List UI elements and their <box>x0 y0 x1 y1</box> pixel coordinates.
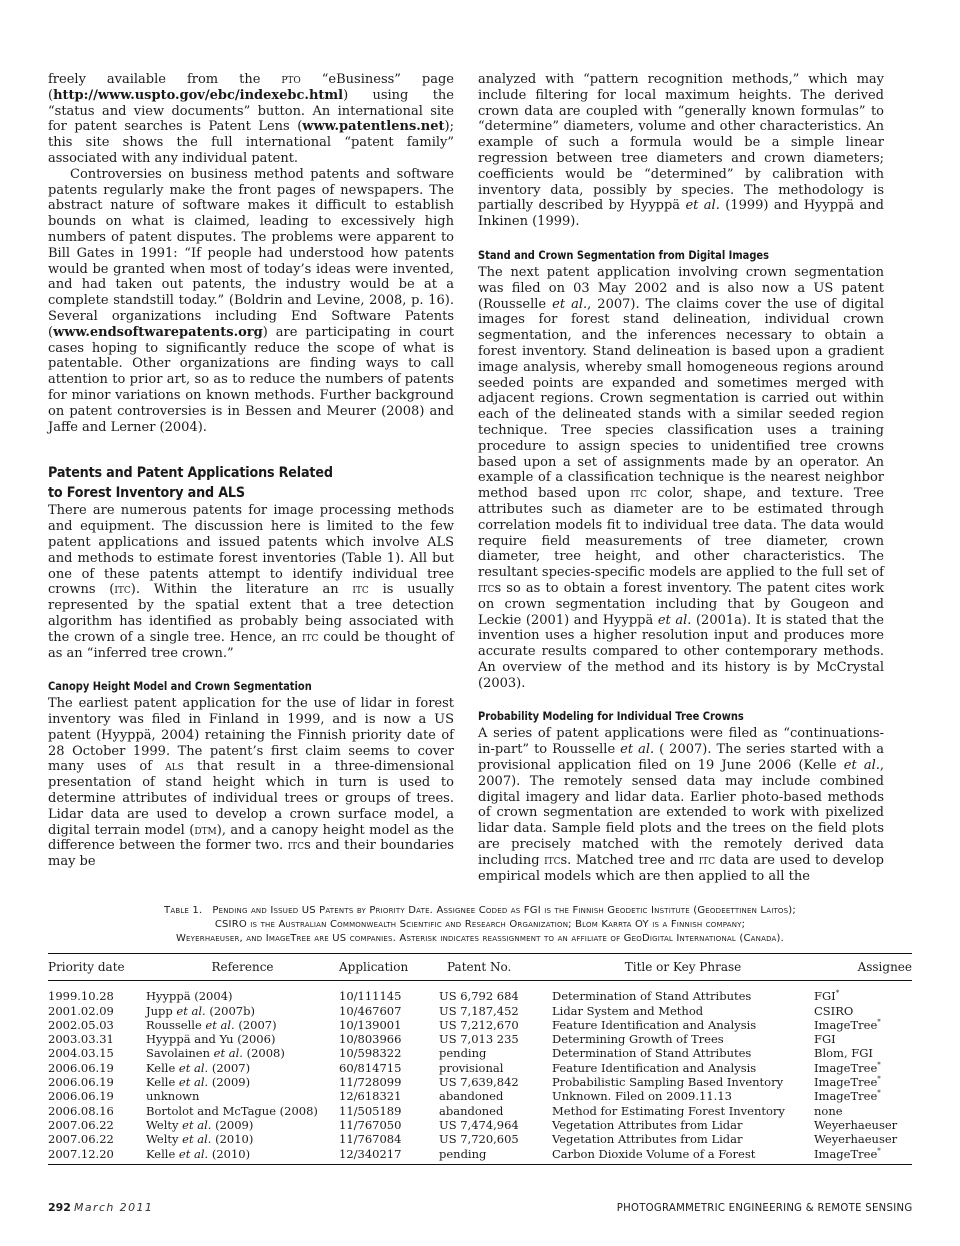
right-column <box>478 72 884 884</box>
subheading-canopy-height: Canopy Height Model and Crown Segmentation <box>48 679 312 694</box>
header-assignee: Assignee <box>857 960 912 974</box>
cell-priority-date: 2006.08.16 <box>48 1103 114 1118</box>
patent-table <box>48 953 912 1165</box>
cell-patent-no: US 6,792 684 <box>439 989 519 1004</box>
cell-reference: unknown <box>146 1089 200 1104</box>
cell-title: Vegetation Attributes from Lidar <box>552 1132 743 1147</box>
cell-title: Method for Estimating Forest Inventory <box>552 1103 785 1118</box>
cell-assignee: ImageTree* <box>814 1075 881 1090</box>
endsoftwarepatents-url[interactable]: www.endsoftwarepatents.org <box>53 324 263 340</box>
cell-reference: Welty et al. (2009) <box>146 1117 254 1132</box>
header-priority-date: Priority date <box>48 960 125 974</box>
cell-assignee: ImageTree* <box>814 1060 881 1075</box>
table-row <box>48 981 912 1004</box>
cell-title: Vegetation Attributes from Lidar <box>552 1117 743 1132</box>
cell-reference: Welty et al. (2010) <box>146 1132 254 1147</box>
cell-patent-no: pending <box>439 1046 487 1061</box>
journal-name: PHOTOGRAMMETRIC ENGINEERING & REMOTE SENSING <box>616 1201 912 1214</box>
cell-priority-date: 2007.06.22 <box>48 1117 114 1132</box>
cell-patent-no: US 7,639,842 <box>439 1075 519 1090</box>
cell-title: Determining Growth of Trees <box>552 1032 724 1047</box>
issue-date: March 2011 <box>74 1201 154 1214</box>
cell-assignee: Weyerhaeuser <box>814 1117 898 1132</box>
cell-patent-no: US 7,212,670 <box>439 1017 519 1032</box>
header-reference: Reference <box>211 960 274 974</box>
cell-title: Feature Identification and Analysis <box>552 1060 757 1075</box>
cell-title: Feature Identification and Analysis <box>552 1017 757 1032</box>
cell-priority-date: 2007.12.20 <box>48 1146 114 1161</box>
cell-application: 10/467607 <box>339 1003 402 1018</box>
cell-reference: Kelle et al. (2010) <box>146 1146 251 1161</box>
cell-priority-date: 2006.06.19 <box>48 1089 114 1104</box>
cell-assignee: ImageTree* <box>814 1146 881 1161</box>
cell-priority-date: 2001.02.09 <box>48 1003 114 1018</box>
table-row <box>48 1061 912 1075</box>
cell-priority-date: 2004.03.15 <box>48 1046 114 1061</box>
header-patent-no: Patent No. <box>447 960 512 974</box>
cell-assignee: FGI <box>814 1032 836 1047</box>
table-caption: Table 1. Pending and Issued US Patents by Priority Date. Assignee Coded as FGI is the Finnish Geodetic Institute (Geodeettinen Laitos); CSIRO is the Australian Commonwealth Scientific and Research Organization; Blom Karrta OY is a Finnish company; Weyerhaeuser, and ImageTree are US companies. Asterisk indicates reassignment to an affiliate of GeoDigital International (Canada). <box>164 905 796 944</box>
cell-reference: Hyyppä and Yu (2006) <box>146 1032 276 1047</box>
cell-patent-no: US 7,474,964 <box>439 1117 519 1132</box>
cell-application: 11/728099 <box>339 1075 402 1090</box>
table-row <box>48 1004 912 1018</box>
cell-application: 11/767050 <box>339 1117 402 1132</box>
cell-application: 10/139001 <box>339 1017 402 1032</box>
cell-patent-no: US 7,720,605 <box>439 1132 519 1147</box>
cell-priority-date: 2002.05.03 <box>48 1017 114 1032</box>
cell-title: Probabilistic Sampling Based Inventory <box>552 1075 784 1090</box>
left-paragraph-1: freely available from the pto “eBusiness” page (http://www.uspto.gov/ebc/indexebc.html) using the “status and view documents” button. An international site for patent searches is Patent Lens (www.patentlens.net); this site shows the full international “patent family” associated with any individual patent. <box>48 72 454 166</box>
cell-title: Unknown. Filed on 2009.11.13 <box>552 1089 732 1104</box>
cell-assignee: FGI* <box>814 989 840 1004</box>
table-header-row <box>48 954 912 981</box>
table-row <box>48 1089 912 1103</box>
header-title: Title or Key Phrase <box>624 960 742 974</box>
table-row <box>48 1046 912 1060</box>
right-paragraph-3: A series of patent applications were filed as “continuations-in-part” to Rousselle et al. ( 2007). The series started with a provisional application filed on 19 June 2006 (Kelle et al., 2007). The remotely sensed data may include combined digital imagery and lidar data. Earlier photo-based methods of crown segmentation are extended to work with pixelized lidar data. Sample field plots and the trees on the field plots are precisely matched with the remotely derived data including itcs. Matched tree and itc data are used to develop empirical models which are then applied to all the <box>478 726 885 884</box>
cell-patent-no: abandoned <box>439 1089 504 1104</box>
subheading-stand-crown: Stand and Crown Segmentation from Digital Images <box>478 247 770 262</box>
right-paragraph-2: The next patent application involving crown segmentation was filed on 03 May 2002 and is also now a US patent (Rousselle et al., 2007). The claims cover the use of digital images for forest stand delineation, individual crown segmentation, and the inferences necessary to obtain a forest inventory. Stand delineation is based upon a gradient image analysis, whereby small homogeneous regions around seeded points are expanded and sometimes merged with adjacent regions. Crown segmentation is carried out within each of the delineated stands with a similar seeded region technique. Tree species classification uses a training procedure to assign species to unidentified tree crowns based upon a set of assignments made by an operator. An example of a classification technique is the nearest neighbor method based upon itc color, shape, and texture. Tree attributes such as diameter are to be estimated through correlation models fit to individual tree data. The data would require field measurements of tree diameter, crown diameter, tree height, and other characteristics. The resultant species-specific models are applied to the full set of itcs so as to obtain a forest inventory. The patent cites work on crown segmentation including that by Gougeon and Leckie (2001) and Hyyppä et al. (2001a). It is stated that the invention uses a higher resolution input and produces more accurate results compared to other contemporary methods. An overview of the method and its history is by McCrystal (2003). <box>478 264 884 691</box>
cell-assignee: Blom, FGI <box>814 1046 873 1061</box>
cell-application: 12/618321 <box>339 1089 402 1104</box>
cell-assignee: CSIRO <box>814 1003 854 1018</box>
page-number: 292 <box>48 1201 71 1214</box>
cell-priority-date: 2003.03.31 <box>48 1032 114 1047</box>
cell-application: 60/814715 <box>339 1060 402 1075</box>
cell-reference: Kelle et al. (2009) <box>146 1075 251 1090</box>
cell-assignee: Weyerhaeuser <box>814 1132 898 1147</box>
table-row <box>48 1104 912 1118</box>
cell-patent-no: provisional <box>439 1060 504 1075</box>
cell-priority-date: 2006.06.19 <box>48 1060 114 1075</box>
left-paragraph-4: The earliest patent application for the use of lidar in forest inventory was filed in Finland in 1999, and is now a US patent (Hyyppä, 2004) retaining the Finnish priority date of 28 October 1999. The patent’s first claim seems to cover many uses of als that result in a three-dimensional presentation of stand height which in turn is used to determine attributes of individual trees or groups of trees. Lidar data are used to develop a crown surface model, a digital terrain model (dtm), and a canopy height model as the difference between the former two. itcs and their boundaries may be <box>48 696 455 870</box>
right-paragraph-1: analyzed with “pattern recognition methods,” which may include filtering for local maximum heights. The derived crown data are coupled with “generally known formulas” to “determine” diameters, volume and other characteristics. An example of such a formula would be a simple linear regression between tree diameters and crown diameters; coefficients would be “determined” by calibration with inventory data, possibly by species. The methodology is partially described by Hyyppä et al. (1999) and Hyyppä and Inkinen (1999). <box>478 72 884 230</box>
cell-reference: Savolainen et al. (2008) <box>146 1046 285 1061</box>
page-footer <box>48 1201 912 1221</box>
cell-priority-date: 2006.06.19 <box>48 1075 114 1090</box>
cell-assignee: ImageTree* <box>814 1017 881 1032</box>
cell-title: Determination of Stand Attributes <box>552 1046 752 1061</box>
table-row <box>48 1118 912 1132</box>
cell-patent-no: abandoned <box>439 1103 504 1118</box>
table-row <box>48 1147 912 1165</box>
cell-reference: Jupp et al. (2007b) <box>146 1003 255 1018</box>
subheading-probability: Probability Modeling for Individual Tree Crowns <box>478 709 744 724</box>
section-heading: Patents and Patent Applications Related to Forest Inventory and ALS <box>48 465 333 502</box>
cell-reference: Bortolot and McTague (2008) <box>146 1103 318 1118</box>
cell-application: 10/598322 <box>339 1046 402 1061</box>
table-row <box>48 1075 912 1089</box>
cell-patent-no: US 7,013 235 <box>439 1032 519 1047</box>
cell-assignee: none <box>814 1103 843 1118</box>
cell-priority-date: 2007.06.22 <box>48 1132 114 1147</box>
patentlens-url[interactable]: www.patentlens.net <box>302 119 445 135</box>
cell-assignee: ImageTree* <box>814 1089 881 1104</box>
cell-application: 12/340217 <box>339 1146 402 1161</box>
cell-reference: Kelle et al. (2007) <box>146 1060 251 1075</box>
cell-title: Carbon Dioxide Volume of a Forest <box>552 1146 756 1161</box>
left-paragraph-2: Controversies on business method patents and software patents regularly make the front pages of newspapers. The abstract nature of software makes it difficult to establish bounds on what is claimed, leading to excessively high numbers of patent disputes. The problems were apparent to Bill Gates in 1991: “If people had understood how patents would be granted when most of today’s ideas were invented, and had taken out patents, the industry would be at a complete standstill today.” (Boldrin and Levine, 2008, p. 16). Several organizations including End Software Patents (www.endsoftwarepatents.org) are participating in court cases hoping to significantly reduce the scope of what is patentable. Other organizations are finding ways to call attention to prior art, so as to reduce the numbers of patents for minor variations on known methods. Further background on patent controversies is in Bessen and Meurer (2008) and Jaffe and Lerner (2004). <box>48 166 454 435</box>
table-row <box>48 1132 912 1146</box>
cell-priority-date: 1999.10.28 <box>48 989 114 1004</box>
table-row <box>48 1018 912 1032</box>
cell-application: 10/111145 <box>339 989 402 1004</box>
cell-reference: Hyyppä (2004) <box>146 989 233 1004</box>
left-column <box>48 72 454 870</box>
cell-title: Lidar System and Method <box>552 1003 704 1018</box>
cell-reference: Rousselle et al. (2007) <box>146 1017 277 1032</box>
left-paragraph-3: There are numerous patents for image processing methods and equipment. The discussion here is limited to the few patent applications and issued patents which involve ALS and methods to estimate forest inventories (Table 1). All but one of these patents attempt to identify individual tree crowns (itc). Within the literature an itc is usually represented by the spatial extent that a tree detection algorithm has identified as probably being associated with the crown of a single tree. Hence, an itc could be thought of as an “inferred tree crown.” <box>48 503 455 661</box>
cell-application: 11/505189 <box>339 1103 402 1118</box>
header-application: Application <box>339 960 409 974</box>
cell-title: Determination of Stand Attributes <box>552 989 752 1004</box>
table-row <box>48 1032 912 1046</box>
cell-patent-no: US 7,187,452 <box>439 1003 519 1018</box>
table-label: Table 1. <box>164 905 203 916</box>
cell-application: 11/767084 <box>339 1132 402 1147</box>
cell-patent-no: pending <box>439 1146 487 1161</box>
uspto-url[interactable]: http://www.uspto.gov/ebc/indexebc.html <box>53 87 344 103</box>
cell-application: 10/803966 <box>339 1032 402 1047</box>
